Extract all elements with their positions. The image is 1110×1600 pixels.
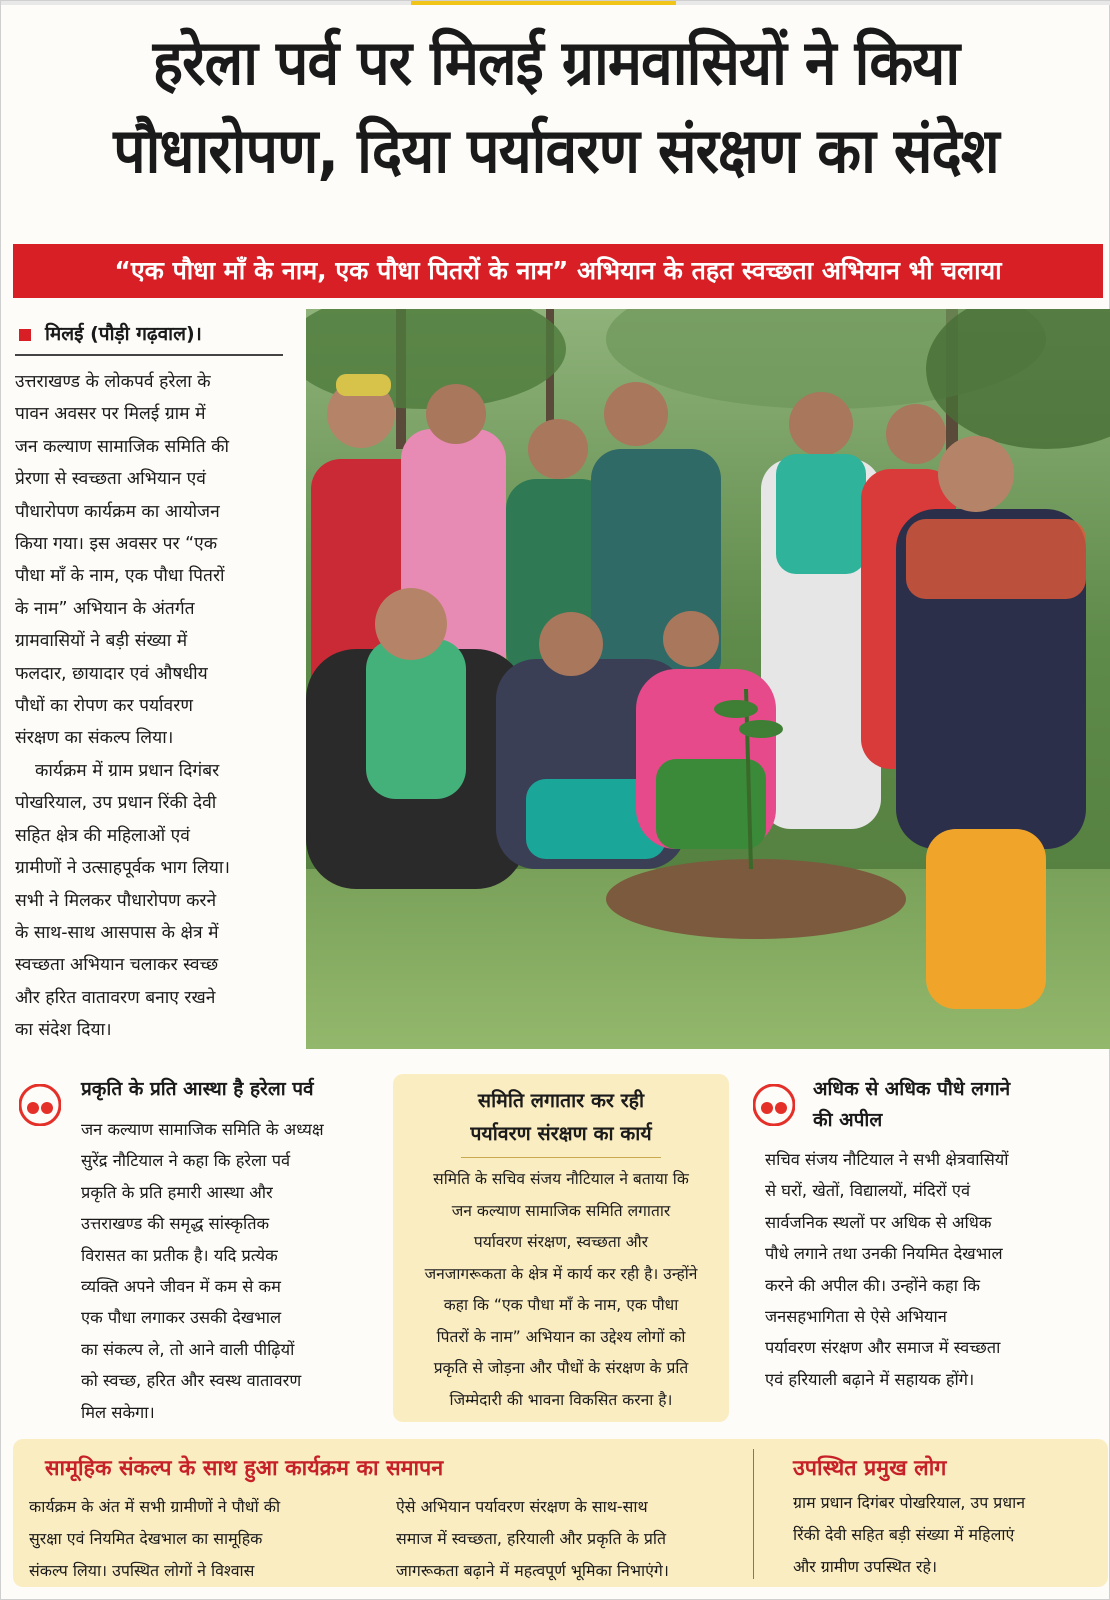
center-box-title	[393, 1084, 729, 1150]
body-line: व्यक्ति अपने जीवन में कम से कम	[81, 1277, 281, 1297]
body-line: को स्वच्छ, हरित और स्वस्थ वातावरण	[81, 1371, 302, 1391]
body-line: प्रकृति के प्रति हमारी आस्था और	[81, 1182, 273, 1202]
bottom-divider	[753, 1449, 754, 1579]
story-line: का संदेश दिया।	[15, 1020, 112, 1041]
story-line: उत्तराखण्ड के लोकपर्व हरेला के	[15, 372, 211, 392]
center-title-line: पर्यावरण संरक्षण का कार्य	[470, 1122, 652, 1145]
top-rule	[1, 1, 1110, 5]
body-line: पौधे लगाने तथा उनकी नियमित देखभाल	[765, 1244, 1003, 1264]
dateline-rule	[15, 354, 283, 356]
body-line: कहा कि “एक पौधा माँ के नाम, एक पौधा	[443, 1296, 679, 1314]
right-title-line: की अपील	[813, 1109, 883, 1131]
bottom-col-3	[793, 1487, 1103, 1583]
body-line: समिति के सचिव संजय नौटियाल ने बताया कि	[433, 1170, 689, 1188]
body-line: ग्राम प्रधान दिगंबर पोखरियाल, उप प्रधान	[793, 1493, 1026, 1512]
square-bullet-icon	[19, 329, 31, 341]
body-line: पर्यावरण संरक्षण, स्वच्छता और	[473, 1233, 649, 1251]
dateline-text: मिलई (पौड़ी गढ़वाल)।	[45, 323, 202, 345]
body-line: समाज में स्वच्छता, हरियाली और प्रकृति के प्रति	[396, 1529, 667, 1548]
body-line: विरासत का प्रतीक है। यदि प्रत्येक	[81, 1245, 278, 1265]
bottom-right-title: उपस्थित प्रमुख लोग	[793, 1456, 947, 1481]
body-line: और ग्रामीण उपस्थित रहे।	[793, 1557, 937, 1576]
body-line: एक पौधा लगाकर उसकी देखभाल	[81, 1308, 282, 1328]
story-line: पौधा माँ के नाम, एक पौधा पितरों	[15, 566, 225, 587]
story-line: किया गया। इस अवसर पर “एक	[15, 534, 218, 555]
story-line: के साथ-साथ आसपास के क्षेत्र में	[15, 922, 219, 943]
story-line: पोखरियाल, उप प्रधान रिंकी देवी	[15, 793, 217, 814]
story-line: पौधारोपण कार्यक्रम का आयोजन	[15, 501, 220, 522]
body-line: जन कल्याण सामाजिक समिति लगातार	[451, 1201, 671, 1220]
body-line: एवं हरियाली बढ़ाने में सहायक होंगे।	[765, 1369, 975, 1389]
body-line: से घरों, खेतों, विद्यालयों, मंदिरों एवं	[765, 1181, 971, 1201]
left-box-title: प्रकृति के प्रति आस्था है हरेला पर्व	[81, 1078, 314, 1100]
body-line: सुरक्षा एवं नियमित देखभाल का सामूहिक	[29, 1529, 263, 1548]
body-line: पर्यावरण संरक्षण और समाज में स्वच्छता	[765, 1338, 1001, 1358]
subheadline-bar: “एक पौधा माँ के नाम, एक पौधा पितरों के नाम” अभियान के तहत स्वच्छता अभियान भी चलाया	[13, 244, 1103, 298]
story-line: पावन अवसर पर मिलई ग्राम में	[15, 404, 206, 425]
body-line: मिल सकेगा।	[81, 1402, 155, 1422]
left-box-body	[81, 1114, 381, 1428]
headline-line-2: पौधारोपण, दिया पर्यावरण संरक्षण का संदेश	[113, 114, 999, 187]
body-line: जनजागरूकता के क्षेत्र में कार्य कर रही है। उन्होंने	[424, 1264, 698, 1283]
headline	[45, 19, 1066, 195]
news-photo	[306, 309, 1110, 1049]
story-line: ग्रामवासियों ने बड़ी संख्या में	[15, 631, 188, 652]
body-line: का संकल्प ले, तो आने वाली पीढ़ियों	[81, 1339, 295, 1359]
story-line: फलदार, छायादार एवं औषधीय	[15, 663, 208, 684]
story-line: और हरित वातावरण बनाए रखने	[15, 987, 216, 1008]
body-line: पितरों के नाम” अभियान का उद्देश्य लोगों को	[436, 1327, 686, 1346]
story-line: सहित क्षेत्र की महिलाओं एवं	[15, 825, 190, 846]
body-line: जिम्मेदारी की भावना विकसित करना है।	[449, 1390, 673, 1409]
bottom-col-1	[29, 1491, 379, 1587]
body-line: सचिव संजय नौटियाल ने सभी क्षेत्रवासियों	[765, 1150, 1009, 1169]
right-box-body	[765, 1144, 1107, 1395]
right-title-line: अधिक से अधिक पौधे लगाने	[813, 1078, 1011, 1100]
quote-mark-icon	[753, 1084, 795, 1126]
center-box-body	[393, 1164, 729, 1416]
story-paragraph-2	[15, 755, 295, 1047]
body-line: प्रकृति से जोड़ना और पौधों के संरक्षण के प्रति	[433, 1359, 689, 1377]
body-line: उत्तराखण्ड की समृद्ध सांस्कृतिक	[81, 1214, 270, 1234]
body-line: सुरेंद्र नौटियाल ने कहा कि हरेला पर्व	[81, 1151, 291, 1171]
story-line: ग्रामीणों ने उत्साहपूर्वक भाग लिया।	[15, 858, 230, 879]
body-line: जनसहभागिता से ऐसे अभियान	[765, 1307, 947, 1327]
story-column	[15, 366, 295, 1047]
body-line: संकल्प लिया। उपस्थित लोगों ने विश्वास	[29, 1561, 255, 1580]
center-box-rule	[461, 1157, 661, 1158]
center-title-line: समिति लगातार कर रही	[477, 1089, 645, 1112]
story-line: संरक्षण का संकल्प लिया।	[15, 728, 174, 749]
story-paragraph-1	[15, 366, 295, 755]
center-highlight-box	[393, 1074, 729, 1422]
body-line: रिंकी देवी सहित बड़ी संख्या में महिलाएं	[793, 1525, 1015, 1544]
body-line: कार्यक्रम के अंत में सभी ग्रामीणों ने पौधों की	[29, 1497, 281, 1516]
body-line: सार्वजनिक स्थलों पर अधिक से अधिक	[765, 1212, 992, 1232]
story-line: पौधों का रोपण कर पर्यावरण	[15, 696, 193, 717]
body-line: करने की अपील की। उन्होंने कहा कि	[765, 1275, 981, 1295]
dateline	[19, 320, 202, 346]
story-line: कार्यक्रम में ग्राम प्रधान दिगंबर	[35, 760, 220, 781]
body-line: जागरूकता बढ़ाने में महत्वपूर्ण भूमिका निभाएंगे।	[396, 1561, 669, 1580]
right-box-title	[813, 1074, 1103, 1136]
story-line: सभी ने मिलकर पौधारोपण करने	[15, 890, 217, 911]
headline-line-1: हरेला पर्व पर मिलई ग्रामवासियों ने किया	[152, 26, 960, 99]
bottom-col-2	[396, 1491, 746, 1587]
quote-mark-icon	[19, 1084, 61, 1126]
story-line: स्वच्छता अभियान चलाकर स्वच्छ	[15, 955, 219, 976]
story-line: के नाम” अभियान के अंतर्गत	[15, 598, 195, 619]
story-line: प्रेरणा से स्वच्छता अभियान एवं	[15, 469, 206, 490]
body-line: जन कल्याण सामाजिक समिति के अध्यक्ष	[81, 1120, 324, 1139]
story-line: जन कल्याण सामाजिक समिति की	[15, 436, 230, 457]
bottom-left-title: सामूहिक संकल्प के साथ हुआ कार्यक्रम का समापन	[45, 1456, 444, 1481]
body-line: ऐसे अभियान पर्यावरण संरक्षण के साथ-साथ	[396, 1497, 648, 1516]
